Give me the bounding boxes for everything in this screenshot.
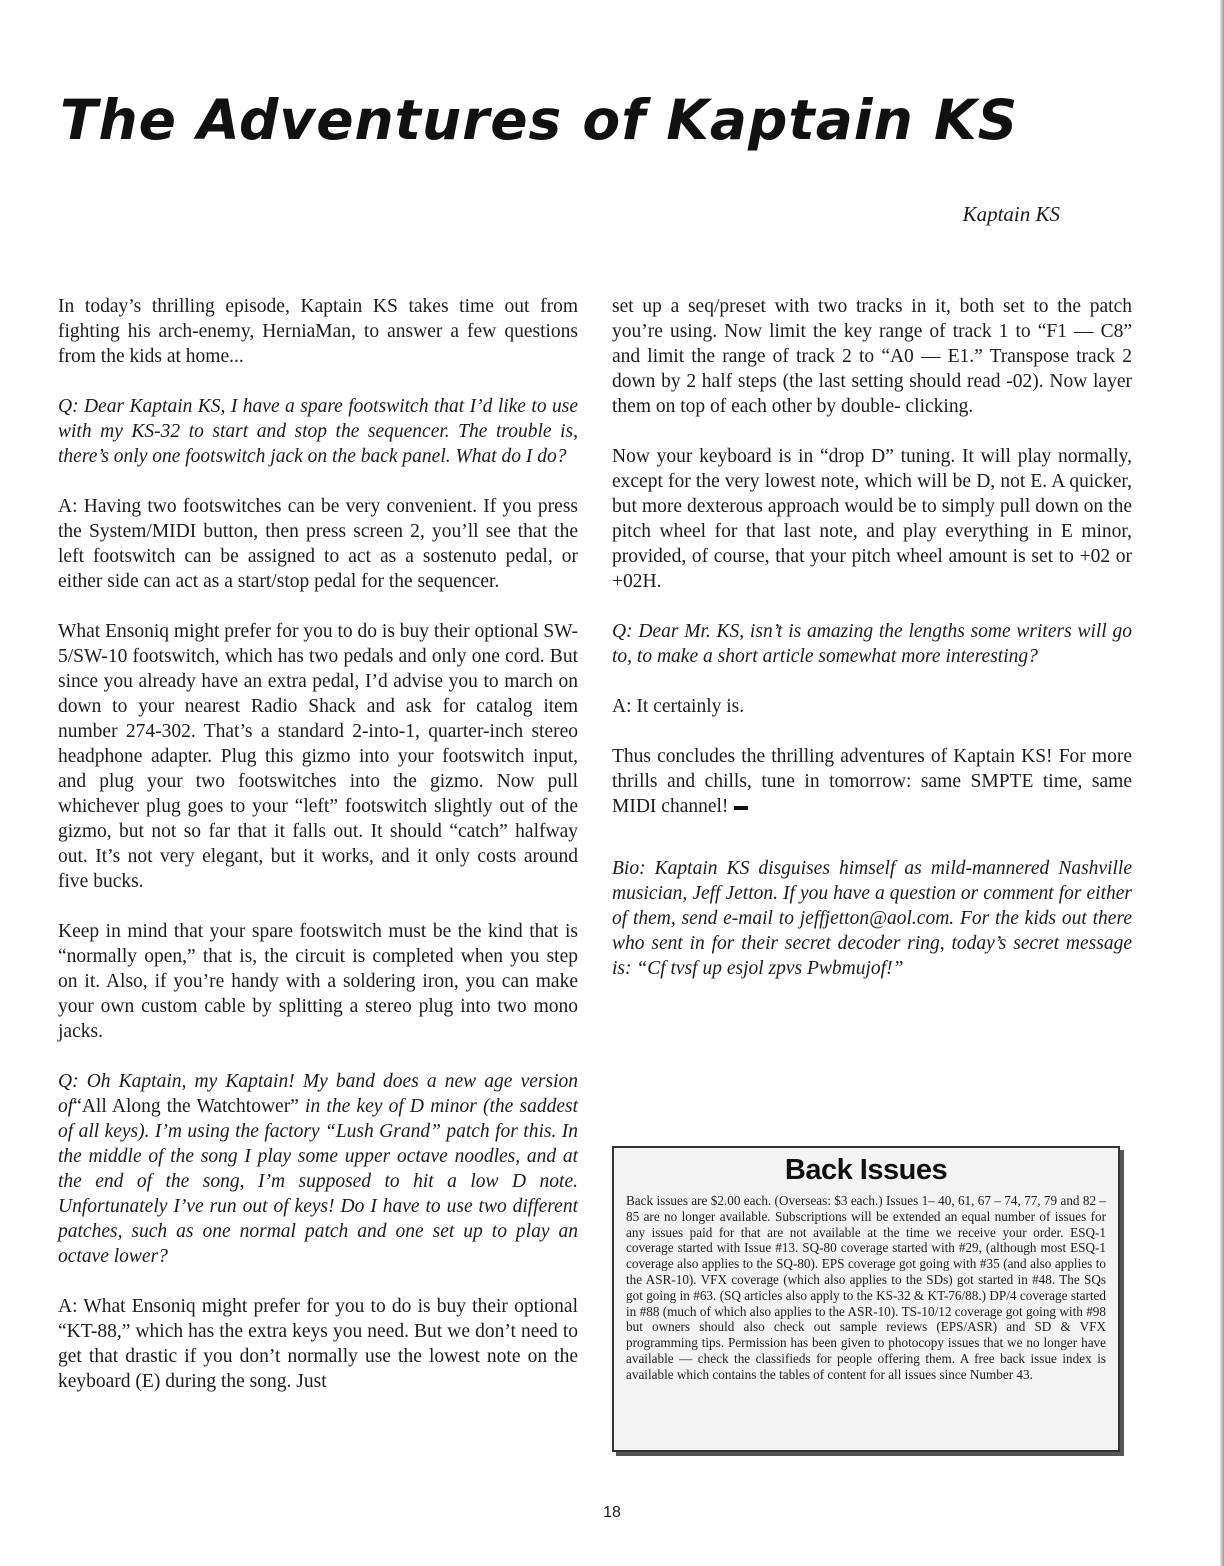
back-issues-heading: Back Issues [784, 1154, 948, 1186]
page-number: 18 [603, 1504, 621, 1521]
closing-text: Thus concludes the thrilling adventures of Kaptain KS! For more thrills and chills, tune in tomorrow: same SMPTE time, same MIDI channel! [612, 746, 1132, 817]
answer-1-paragraph-3: Keep in mind that your spare footswitch must be the kind that is “normally open,” that is, the circuit is completed when you step on it. Also, if you’re handy with a soldering iron, you can make your own custom cable by splitting a stereo plug into two mono jacks. [58, 921, 578, 1042]
question-3: Q: Dear Mr. KS, isn’t is amazing the lengths some writers will go to, to make a short article somewhat more interesting? [612, 621, 1132, 667]
intro-paragraph: In today’s thrilling episode, Kaptain KS takes time out from fighting his arch-enemy, HerniaMan, to answer a few questions from the kids at home... [58, 296, 578, 367]
page-edge [1220, 0, 1224, 1566]
answer-3: A: It certainly is. [612, 696, 745, 717]
question-2 [58, 1069, 578, 1269]
answer-1-paragraph-1: A: Having two footswitches can be very convenient. If you press the System/MIDI button, then press screen 2, you’ll see that the left footswitch can be assigned to act as a sostenuto pedal, or either side can act as a start/stop pedal for the sequencer. [58, 496, 578, 592]
author-bio: Bio: Kaptain KS disguises himself as mild-mannered Nashville musician, Jeff Jetton. If you have a question or comment for either of them, send e-mail to jeffjetton@aol.com. For the kids out there who sent in for their secret decoder ring, today’s secret message is: “Cf tvsf up esjol zpvs Pwbmujof!” [612, 858, 1132, 979]
answer-2-paragraph-1: A: What Ensoniq might prefer for you to do is buy their optional “KT-88,” which has the extra keys you need. But we don’t need to get that drastic if you don’t normally use the lowest note on the keyboard (E) during the song. Just [58, 1296, 578, 1392]
question-2-song-title: “All Along the Watchtower” [73, 1096, 299, 1117]
left-column [58, 294, 578, 1419]
article-title: The Adventures of Kaptain KS [60, 88, 1019, 152]
question-2-end: in the key of D minor (the saddest of all keys). I’m using the factory “Lush Grand” patch for this. In the middle of the song I play some upper octave noodles, and at the end of the song, I’m supposed to hit a low D note. Unfortunately I’ve run out of keys! Do I have to use two different patches, such as one normal patch and one set up to play an octave lower? [58, 1096, 578, 1267]
right-column [612, 294, 1132, 1006]
question-2-start: Q: Oh Kaptain, my Kaptain! My band does a new age version of [58, 1071, 578, 1117]
article-byline: Kaptain KS [962, 202, 1060, 226]
spacer [612, 844, 1132, 856]
closing-paragraph [612, 744, 1132, 819]
back-issues-body: Back issues are $2.00 each. (Overseas: $3 each.) Issues 1– 40, 61, 67 – 74, 77, 79 and 82 – 85 are no longer available. Subscriptions will be extended an equal number of issues for any issues paid for that are not available at the time we receive your order. ESQ-1 coverage started with Issue #13. SQ-80 coverage started with #29, (although most ESQ-1 coverage also applies to the SQ-80). EPS coverage got going with #35 (and also applies to the ASR-10). VFX coverage (which also applies to the SDs) got started in #48. The SQs got going in #63. (SQ articles also apply to the KS-32 & KT-76/88.) DP/4 coverage started in #88 (much of which also applies to the ASR-10). TS-10/12 coverage got going with #98 but owners should also check out sample reviews (EPS/ASR) and SD & VFX programming tips. Permission has been given to photocopy issues that we no longer have available — check the classifieds for people offering them. A free back issue index is available which contains the tables of content for all issues since Number 43. [626, 1193, 1106, 1382]
answer-1-paragraph-2: What Ensoniq might prefer for you to do is buy their optional SW-5/SW-10 footswitch, which has two pedals and only one cord. But since you already have an extra pedal, I’d advise you to march on down to your nearest Radio Shack and ask for catalog item number 274-302. That’s a standard 2-into-1, quarter-inch stereo headphone adapter. Plug this gizmo into your footswitch input, and plug your two footswitches into the gizmo. Now pull whichever plug goes to your “left” footswitch slightly out of the gizmo, but not so far that it falls out. It should “catch” halfway out. It’s not very elegant, but it works, and it only costs around five bucks. [58, 621, 578, 892]
back-issues-box [612, 1146, 1120, 1452]
end-of-article-mark [734, 806, 748, 810]
question-1: Q: Dear Kaptain KS, I have a spare footswitch that I’d like to use with my KS-32 to start and stop the sequencer. The trouble is, there’s only one footswitch jack on the back panel. What do I do? [58, 396, 578, 467]
answer-2-paragraph-2: set up a seq/preset with two tracks in it, both set to the patch you’re using. Now limit the key range of track 1 to “F1 — C8” and limit the range of track 2 to “A0 — E1.” Transpose track 2 down by 2 half steps (the last setting should read -02). Now layer them on top of each other by double- clicking. [612, 296, 1132, 417]
answer-2-paragraph-3: Now your keyboard is in “drop D” tuning. It will play normally, except for the very lowest note, which will be D, not E. A quicker, but more dexterous approach would be to simply pull down on the pitch wheel for that last note, and play everything in E minor, provided, of course, that your pitch wheel amount is set to +02 or +02H. [612, 446, 1132, 592]
